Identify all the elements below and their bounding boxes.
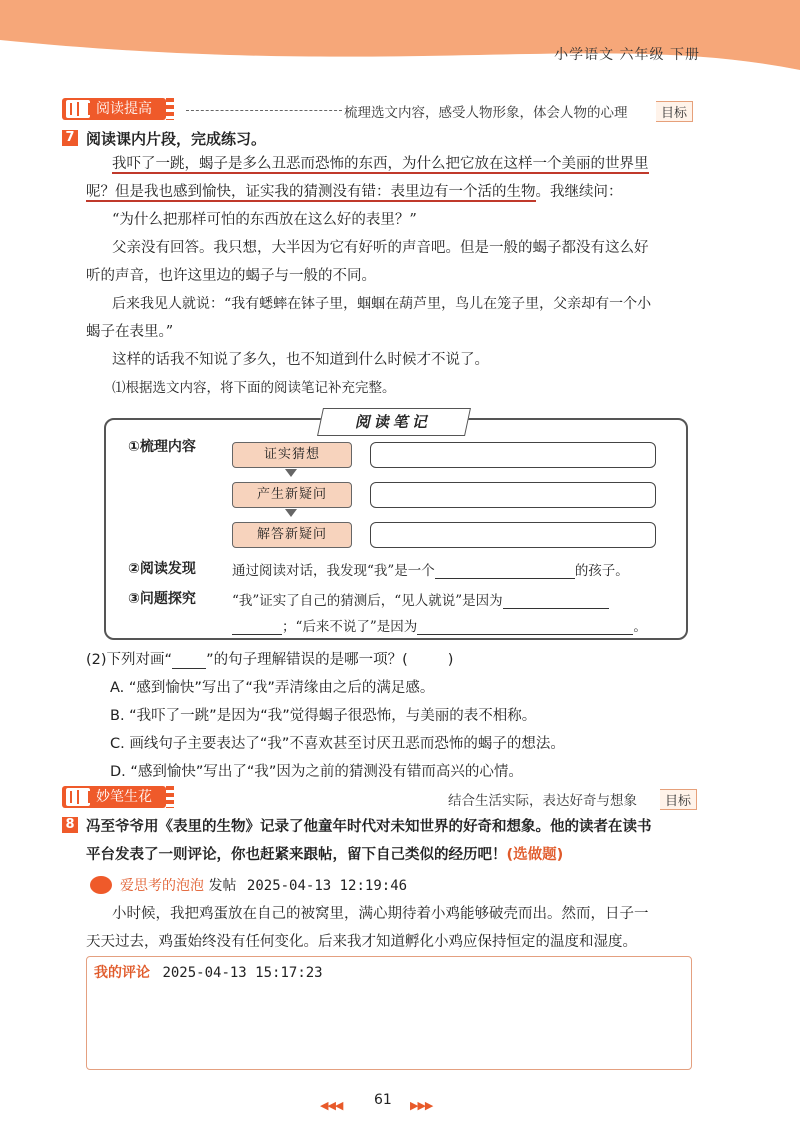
option-a[interactable]: A. “感到愉快”写出了“我”弄清缘由之后的满足感。 [110,680,435,696]
section-badge-label: 妙笔生花 [96,789,152,805]
post-text: 天天过去，鸡蛋始终没有任何变化。后来我才知道孵化小鸡应保持恒定的温度和湿度。 [86,934,637,950]
arrow-down-icon [285,469,297,477]
answer-field-2[interactable] [370,482,656,508]
passage-line: “为什么把那样可怕的东西放在这么好的表里？” [112,212,417,228]
note-label-finding: ②阅读发现 [128,561,196,577]
passage-line: 我吓了一跳，蝎子是多么丑恶而恐怖的东西，为什么把它放在这样一个美丽的世界里 [112,156,649,172]
book-info: 小学语文 六年级 下册 [554,47,700,63]
note-explore-text-2: ；“后来不说了”是因为 。 [232,615,647,635]
comment-time: 2025-04-13 15:17:23 [162,965,323,981]
option-d[interactable]: D. “感到愉快”写出了“我”因为之前的猜测没有错而高兴的心情。 [110,764,523,780]
divider [186,110,342,111]
section-badge-reading [62,98,166,120]
section-goal: 结合生活实际，表达好奇与想象 [448,793,637,809]
blank-field[interactable] [503,592,609,609]
post-meta: 爱思考的泡泡 发帖 2025-04-13 12:19:46 [120,878,408,894]
post-time: 2025-04-13 12:19:46 [246,878,408,894]
option-b[interactable]: B. “我吓了一跳”是因为“我”觉得蝎子很恐怖，与美丽的表不相称。 [110,708,537,724]
goal-tag: 目标 [660,789,697,810]
passage-line: 父亲没有回答。我只想，大半因为它有好听的声音吧。但是一般的蝎子都没有这么好 [112,240,649,256]
book-icon [66,788,90,806]
option-c[interactable]: C. 画线句子主要表达了“我”不喜欢甚至讨厌丑恶而恐怖的蝎子的想法。 [110,736,565,752]
question-number: 8 [62,817,78,833]
poster-name: 爱思考的泡泡 [120,878,204,894]
passage-line: 听的声音，也许这里边的蝎子与一般的不同。 [86,268,376,284]
arrow-down-icon [285,509,297,517]
post-text: 小时候，我把鸡蛋放在自己的被窝里，满心期待着小鸡能够破壳而出。然而，日子一 [112,906,649,922]
blank-field[interactable] [435,562,575,579]
page-next-icon: ▶▶▶ [410,1099,433,1112]
flow-step-2: 产生新疑问 [232,482,352,508]
question-number: 7 [62,130,78,146]
comment-header: 我的评论 2025-04-13 15:17:23 [94,965,323,981]
question-prompt-line: 冯至爷爷用《表里的生物》记录了他童年时代对未知世界的好奇和想象。他的读者在读书 [86,819,652,835]
flow-step-1: 证实猜想 [232,442,352,468]
sub-question-2: (2)下列对画“ ”的句子理解错误的是哪一项？( ) [86,652,454,668]
section-badge-writing [62,786,166,808]
note-finding-text: 通过阅读对话，我发现“我”是一个 的孩子。 [232,563,629,579]
section-badge-label: 阅读提高 [96,101,152,117]
page-prev-icon: ◀◀◀ [320,1099,343,1112]
section-goal: 梳理选文内容，感受人物形象，体会人物的心理 [344,105,628,121]
passage-line: 这样的话我不知说了多久，也不知道到什么时候才不说了。 [112,352,489,368]
flow-step-3: 解答新疑问 [232,522,352,548]
note-label-explore: ③问题探究 [128,591,196,607]
answer-field-3[interactable] [370,522,656,548]
bubble-avatar-icon [90,876,112,894]
reading-notes-title: 阅读笔记 [317,408,471,436]
question-prompt-line: 平台发表了一则评论，你也赶紧来跟帖，留下自己类似的经历吧！(选做题) [86,847,564,863]
note-label-content: ①梳理内容 [128,439,196,455]
passage-line: 呢？但是我也感到愉快，证实我的猜测没有错：表里边有一个活的生物。我继续问： [86,184,623,200]
blank-field[interactable] [232,618,282,635]
book-icon [66,100,90,118]
answer-field-1[interactable] [370,442,656,468]
goal-tag: 目标 [656,101,693,122]
optional-tag: (选做题) [506,847,564,863]
question-title: 阅读课内片段，完成练习。 [86,130,267,148]
blank-field[interactable] [417,618,633,635]
passage-line: 后来我见人就说：“我有蟋蟀在钵子里，蝈蝈在葫芦里，鸟儿在笼子里，父亲却有一个小 [112,296,652,312]
sub-question-1: ⑴根据选文内容，将下面的阅读笔记补充完整。 [112,380,396,396]
note-explore-text: “我”证实了自己的猜测后，“见人就说”是因为 [232,589,609,609]
page-number: 61 [374,1092,392,1108]
passage-line: 蝎子在表里。” [86,324,174,340]
